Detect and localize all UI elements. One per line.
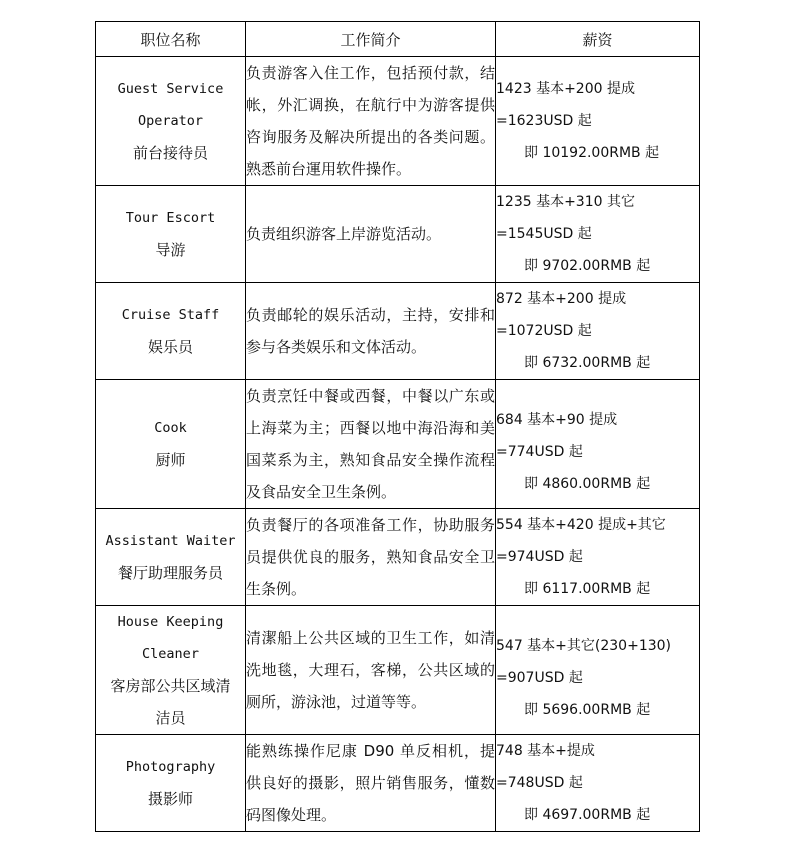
salary-rmb-total: 即 6117.00RMB 起 [524, 581, 651, 597]
table-row [96, 606, 700, 735]
salary-usd-total: =774USD 起 [496, 444, 583, 460]
job-salary-cell [496, 380, 700, 509]
header-row [96, 22, 700, 57]
job-title-cell [96, 509, 246, 606]
job-title-en-line2: Cleaner [142, 646, 199, 662]
job-title-en: Assistant Waiter [105, 533, 236, 549]
table-row [96, 186, 700, 283]
job-title-en: Guest Service [117, 81, 224, 97]
salary-breakdown: 872 基本+200 提成 [496, 291, 627, 307]
salary-usd-total: =974USD 起 [496, 549, 583, 565]
job-title-en: Cruise Staff [121, 307, 220, 323]
salary-breakdown: 554 基本+420 提成+其它 [496, 517, 666, 533]
job-salary-cell [496, 606, 700, 735]
job-title-zh-line2: 洁员 [155, 709, 186, 727]
salary-usd-total: =1545USD 起 [496, 226, 592, 242]
job-salary-cell [496, 283, 700, 380]
job-title-zh: 前台接待员 [132, 144, 208, 162]
job-description [246, 186, 496, 283]
salary-breakdown: 1423 基本+200 提成 [496, 81, 635, 97]
table-row [96, 380, 700, 509]
salary-usd-total: =1072USD 起 [496, 323, 592, 339]
job-title-en: Cook [154, 420, 187, 436]
salary-rmb-total: 即 5696.00RMB 起 [524, 702, 651, 718]
salary-breakdown: 748 基本+提成 [496, 743, 595, 759]
job-salary-cell [496, 186, 700, 283]
salary-rmb-total: 即 4697.00RMB 起 [524, 807, 651, 823]
job-description-text: 负责组织游客上岸游览活动。 [246, 225, 442, 243]
table-row [96, 735, 700, 832]
salary-breakdown: 684 基本+90 提成 [496, 412, 618, 428]
job-description: 负责邮轮的娱乐活动，主持，安排和参与各类娱乐和文体活动。 [246, 283, 496, 380]
salary-usd-total: =907USD 起 [496, 670, 583, 686]
header-description: 工作简介 [246, 22, 496, 57]
job-title-zh: 摄影师 [147, 790, 193, 808]
job-title-cell [96, 57, 246, 186]
job-salary-cell [496, 57, 700, 186]
salary-rmb-total: 即 9702.00RMB 起 [524, 258, 651, 274]
job-title-cell [96, 186, 246, 283]
job-description: 负责烹饪中餐或西餐，中餐以广东或上海菜为主；西餐以地中海沿海和美国菜系为主，熟知食品安全操作流程及食品安全卫生条例。 [246, 380, 496, 509]
job-title-en: Photography [125, 759, 216, 775]
job-title-en: House Keeping [117, 614, 224, 630]
job-description: 负责游客入住工作，包括预付款，结帐，外汇调换，在航行中为游客提供咨询服务及解决所提出的各类问题。熟悉前台運用软件操作。 [246, 57, 496, 186]
table-row [96, 283, 700, 380]
job-title-cell [96, 735, 246, 832]
table-row [96, 509, 700, 606]
job-description: 清潔船上公共区域的卫生工作，如清洗地毯，大理石，客梯，公共区域的厕所，游泳池，过道等等。 [246, 606, 496, 735]
job-title-zh: 娱乐员 [147, 338, 193, 356]
job-title-cell [96, 380, 246, 509]
job-title-zh: 餐厅助理服务员 [117, 564, 223, 582]
job-title-en-line2: Operator [137, 113, 204, 129]
job-title-cell [96, 606, 246, 735]
salary-breakdown: 547 基本+其它(230+130) [496, 638, 671, 654]
salary-usd-total: =1623USD 起 [496, 113, 592, 129]
job-description: 负责餐厅的各项准备工作，协助服务员提供优良的服务，熟知食品安全卫生条例。 [246, 509, 496, 606]
salary-rmb-total: 即 10192.00RMB 起 [524, 145, 660, 161]
salary-breakdown: 1235 基本+310 其它 [496, 194, 635, 210]
job-title-en: Tour Escort [125, 210, 216, 226]
job-salary-cell [496, 735, 700, 832]
job-title-zh: 导游 [155, 241, 186, 259]
salary-rmb-total: 即 6732.00RMB 起 [524, 355, 651, 371]
job-title-zh: 厨师 [155, 451, 186, 469]
job-title-cell [96, 283, 246, 380]
job-salary-table [95, 21, 700, 832]
job-salary-cell [496, 509, 700, 606]
job-description: 能熟练操作尼康 D90 单反相机，提供良好的摄影，照片销售服务，懂数码图像处理。 [246, 735, 496, 832]
header-title: 职位名称 [96, 22, 246, 57]
salary-rmb-total: 即 4860.00RMB 起 [524, 476, 651, 492]
table-row [96, 57, 700, 186]
salary-usd-total: =748USD 起 [496, 775, 583, 791]
header-salary: 薪资 [496, 22, 700, 57]
job-title-zh: 客房部公共区域清 [110, 677, 231, 695]
